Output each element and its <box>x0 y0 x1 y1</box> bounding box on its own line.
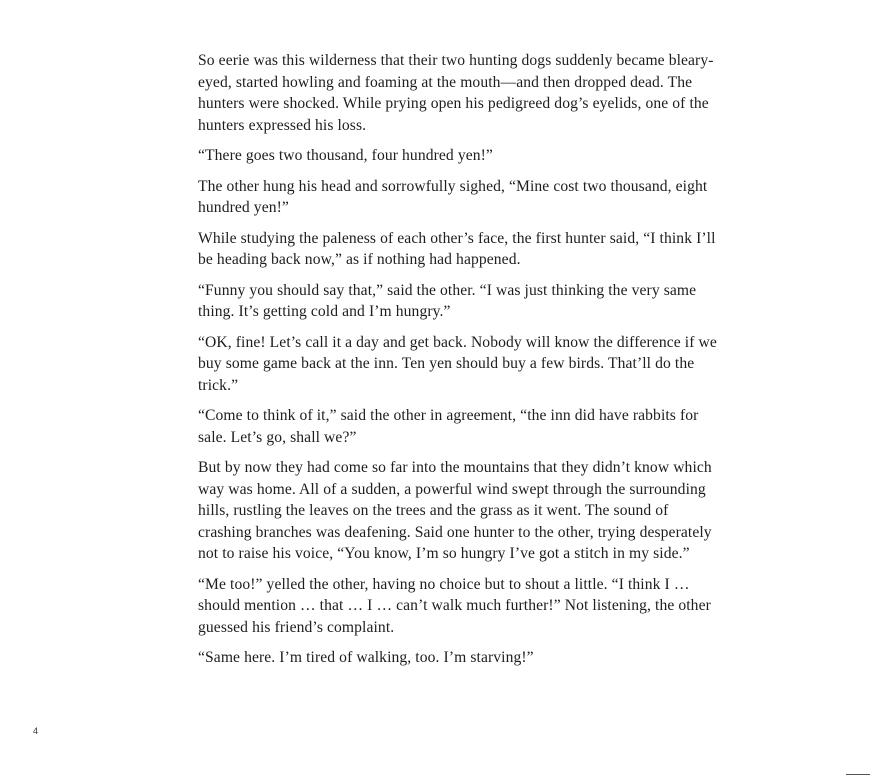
paragraph: “There goes two thousand, four hundred yen!” <box>198 147 493 164</box>
corner-divider <box>846 774 870 775</box>
paragraph: “Funny you should say that,” said the other. “I was just thinking the very same thing. It’s getting cold and I’m hungry.” <box>198 281 697 320</box>
paragraph: But by now they had come so far into the mountains that they didn’t know which way was home. All of a sudden, a powerful wind swept through the surrounding hills, rustling the leaves on the trees and the grass as it went. The sound of crashing branches was deafening. Said one hunter to the other, trying desperately not to raise his voice, “You know, I’m so hungry I’ve got a stitch in my side.” <box>198 459 712 562</box>
story-text <box>198 50 718 678</box>
paragraph: So eerie was this wilderness that their two hunting dogs suddenly became bleary-eyed, started howling and foaming at the mouth—and then dropped dead. The hunters were shocked. While prying open his pedigreed dog’s eyelids, one of the hunters expressed his loss. <box>198 52 714 134</box>
paragraph: “Same here. I’m tired of walking, too. I’m starving!” <box>198 649 534 666</box>
paragraph: The other hung his head and sorrowfully sighed, “Mine cost two thousand, eight hundred yen!” <box>198 177 708 216</box>
paragraph: “Me too!” yelled the other, having no choice but to shout a little. “I think I … should mention … that … I … can’t walk much further!” Not listening, the other guessed his friend’s complaint. <box>198 575 711 636</box>
page-number: 4 <box>33 726 39 736</box>
paragraph: While studying the paleness of each other’s face, the first hunter said, “I think I’ll be heading back now,” as if nothing had happened. <box>198 229 716 268</box>
paragraph: “Come to think of it,” said the other in agreement, “the inn did have rabbits for sale. Let’s go, shall we?” <box>198 407 699 446</box>
paragraph: “OK, fine! Let’s call it a day and get back. Nobody will know the difference if we buy some game back at the inn. Ten yen should buy a few birds. That’ll do the trick.” <box>198 333 717 394</box>
